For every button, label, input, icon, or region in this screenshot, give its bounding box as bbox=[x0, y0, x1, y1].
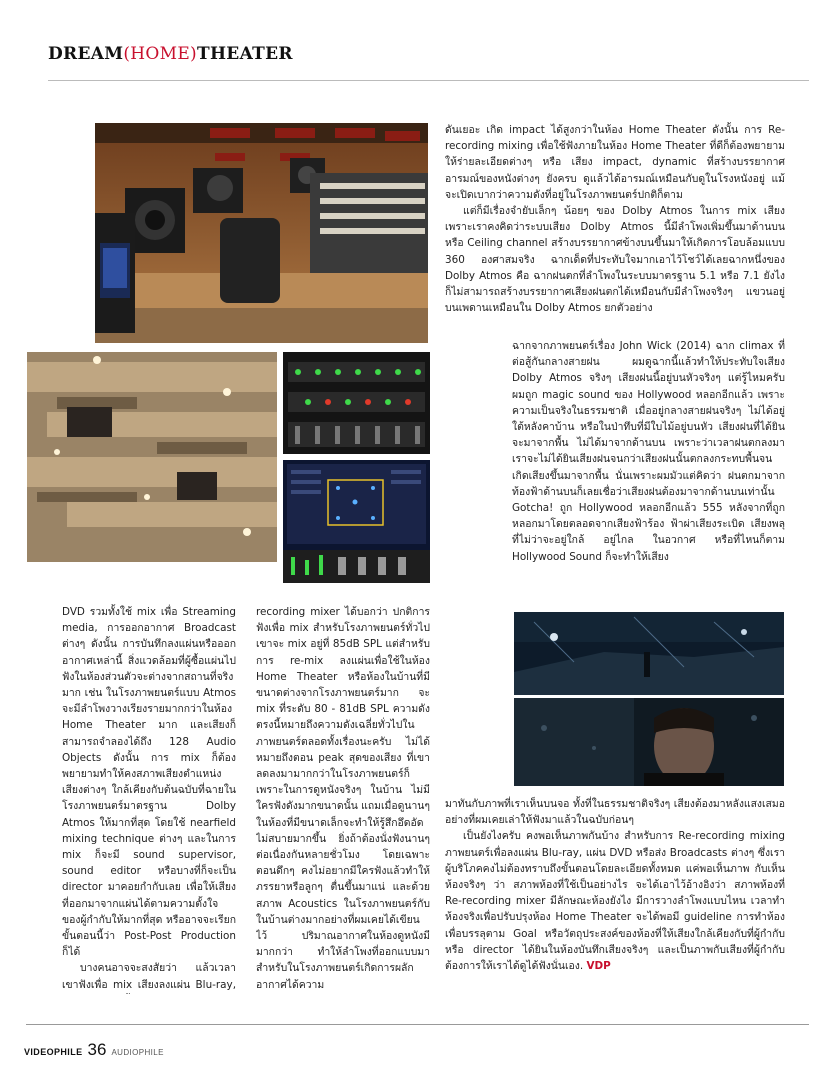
article-column-bottom-mid bbox=[256, 604, 430, 994]
paragraph: ดันเยอะ เกิด impact ได้สูงกว่าในห้อง Home Theater ดังนั้น การ Re-recording mixing เพื่อใช้ฟังภายในห้อง Home Theater ที่ดีก็ต้องพยายามให้ร่ายละเอียดต่างๆ หรือ เสียง impact, dynamic ที่สร้างบรรยากาศ อารมณ์ของหนังต่างๆ ยังครบ ดูแล้วได้อารมณ์เหมือนกับดูในโรงหนังอยู่ แม้จะเปิดเบากว่าความดังที่อยู่ในโรงภาพยนตร์ปกติก็ตาม bbox=[445, 124, 785, 201]
article-column-mid-right bbox=[512, 338, 785, 600]
paragraph-text: เป็นยังไงครับ คงพอเห็นภาพกันบ้าง สำหรับการ Re-recording mixing ภาพยนตร์เพื่อลงแผ่น Blu-ray, แผ่น DVD หรือส่ง Broadcasts ต่างๆ ซึ่งเราผู้บริโภคคงไม่ต้องทราบถึงขั้นตอนโดยละเอียดทั้งหมด แค่พอเห็นภาพ กับเห็นห้องจริงๆ ว่า สภาพห้องที่ใช้เป็นอย่างไร จะได้เอาไว้อ้างอิงว่า สภาพห้องที่ Re-recording mixer มีลักษณะห้องยังไง มีการวางลำโพงแบบไหน เวลาทำห้องจริงเพื่อปรับปรุงห้อง Home Theater จะได้พอมี guideline การทำห้องเพื่อบรรลุตาม Goal หรือวัตถุประสงค์ของห้องที่ให้เสียงใกล้เคียงกับที่ผู้กำกับ หรือ director ได้ยินในห้องบันทึกเสียงจริงๆ และเป็นภาพกับเสียงที่ผู้กำกับต้องการให้เราได้ดูได้ฟังนั่นเอง. bbox=[445, 830, 785, 973]
magazine-section-header bbox=[48, 44, 293, 64]
header-home: (HOME) bbox=[123, 44, 197, 64]
article-column-top-right bbox=[445, 122, 785, 336]
footer-divider bbox=[26, 1024, 809, 1025]
page-number: 36 bbox=[87, 1040, 107, 1059]
article-column-bottom-left bbox=[62, 604, 236, 994]
header-dream: DREAM bbox=[48, 44, 124, 64]
author-signature: VDP bbox=[586, 960, 611, 973]
photo-mixing-console bbox=[283, 352, 430, 454]
header-divider bbox=[48, 80, 809, 81]
photo-mixing-studio-speakers bbox=[95, 123, 428, 343]
paragraph: recording mixer ได้บอกว่า ปกติการฟังเพื่อ mix สำหรับโรงภาพยนตร์ทั่วไป เขาจะ mix อยู่ที่ 85dB SPL แต่สำหรับการ re-mix ลงแผ่นเพื่อใช้ในห้อง Home Theater หรือห้องในบ้านที่มีขนาดต่างจากโรงภาพยนตร์มาก จะ mix ที่ระดับ 80 - 81dB SPL ความดังตรงนี้หมายถึงความดังเฉลี่ยทั่วไปในภาพยนตร์ตลอดทั้งเรื่องนะครับ ไม่ได้หมายถึงตอน peak สุดของเสียง ที่เขาลดลงมามากกว่าในโรงภาพยนตร์ก็เพราะในการดูหนังจริงๆ ในบ้าน ไม่มีใครฟังดังมากขนาดนั้น แถมเมื่อดูนานๆ ในห้องที่มีขนาดเล็กจะทำให้รู้สึกอึดอัด ไม่สบายมากขึ้น ยิ่งถ้าต้องนั่งฟังนานๆ ต่อเนื่องกันหลายชั่วโมง โดยเฉพาะตอนดึกๆ คงไม่อยากมีใครฟังแล้วทำให้ภรรยาหรือลูกๆ ตื่นขึ้นมาแน่ และด้วยสภาพ Acoustics ในโรงภาพยนตร์กับในบ้านต่างมากอย่างที่ผมเคยได้เขียนไว้ ปริมาณอากาศในห้องดูหนังมีมากกว่า ทำให้ลำโพงที่ออกแบบมาสำหรับในโรงภาพยนตร์เกิดการผลักอากาศได้ความ bbox=[256, 606, 430, 991]
paragraph bbox=[445, 828, 785, 974]
article-column-bottom-right bbox=[445, 796, 785, 1000]
page-footer bbox=[24, 1040, 164, 1060]
paragraph: DVD รวมทั้งใช้ mix เพื่อ Streaming media, การออกอากาศ Broadcast ต่างๆ ดังนั้น การบันทึกลงแผ่นหรือออกอากาศเหล่านี้ สิ่งแวดล้อมที่ผู้ซื้อแผ่นไปฟังในห้องส่วนตัวจะต่างจากสถานที่จริงมาก เช่น ในโรงภาพยนตร์แบบ Atmos จะมีลำโพงวางเรียงรายมากกว่าในห้อง Home Theater มาก และเสียงก็สามารถจำลองได้ถึง 128 Audio Objects ดังนั้น การ mix ก็ต้องพยายามทำให้คงสภาพเสียงตำแหน่งเสียงต่างๆ ใกล้เคียงกับต้นฉบับที่ฉายในโรงภาพยนตร์มาตรฐาน Dolby Atmos ให้มากที่สุด โดยใช้ nearfield mixing technique ต่างๆ และในการ mix ก็จะมี sound supervisor, sound editor หรือบางที่ก็จะเป็น director มาคอยกำกับเลย เพื่อให้เสียงที่ออกมาจากแผ่นได้ตามความตั้งใจของผู้กำกับให้มากที่สุด หรืออาจจะเรียกขั้นตอนนี้ว่า Post-Post Production ก็ได้ bbox=[62, 606, 236, 959]
paragraph: บางคนอาจจะสงสัยว่า แล้วเวลาเขาฟังเพื่อ mix เสียงลงแผ่น Blu-ray, bbox=[62, 962, 236, 991]
footer-section: AUDIOPHILE bbox=[111, 1048, 164, 1057]
header-theater: THEATER bbox=[197, 44, 293, 64]
paragraph: ฉากจากภาพยนตร์เรื่อง John Wick (2014) ฉาก climax ที่ต่อสู้กันกลางสายฝน ผมดูฉากนี้แล้วทำให้ประทับใจเสียง Dolby Atmos จริงๆ เสียงฝนนี้อยู่บนหัวจริงๆ แต่รู้ไหมครับ ผมถูก magic sound ของ Hollywood หลอกอีกแล้ว เพราะความเป็นจริงในธรรมชาติ เมื่ออยู่กลางสายฝนจริงๆ ไม่ได้อยู่ใต้หลังคาบ้าน หรือในป่าทึบที่มีใบไม้อยู่บนหัว เสียงฝนที่ได้ยินจะมาจากพื้น ไม่ได้มาจากด้านบน เพราะว่าเวลาฝนตกลงมา เราจะไม่ได้ยินเสียงฝนจนกว่าเสียงฝนนั้นตกลงกระทบพื้นจนเกิดเสียงขึ้นมาจากพื้น นั่นเพราะผมมัวแต่คิดว่า ฝนตกมาจากท้องฟ้าด้านบนก็เลยเชื่อว่าเสียงฝนต้องมาจากด้านบนเท่านั้น Gotcha! ถูก Hollywood หลอกอีกแล้ว 555 หลังจากที่ถูกหลอกมาโดยตลอดจากเสียงฟ้าร้อง ฟ้าผ่าเสียงระเบิด เสียงพลุ ที่ไม่ว่าจะอยู่ใกล้ อยู่ไกล ในอวกาศ หรือที่ไหนก็ตาม Hollywood Sound ก็จะทำให้เสียง bbox=[512, 340, 785, 563]
footer-brand: VIDEOPHILE bbox=[24, 1047, 83, 1057]
photo-acoustic-ceiling bbox=[27, 352, 277, 562]
photo-atmos-panner-screen bbox=[283, 460, 430, 583]
photo-john-wick-rain-scene bbox=[514, 612, 784, 695]
paragraph: แต่ก็มีเรื่องจำยับเล็กๆ น้อยๆ ของ Dolby Atmos ในการ mix เสียง เพราะเราคงคิดว่าระบบเสียง Dolby Atmos นี้มีลำโพงเพิ่มขึ้นมาด้านบน หรือ Ceiling channel สร้างบรรยากาศข้างบนขึ้นมาให้เกิดการโอบล้อมแบบ 360 องศาสมจริง ฉากเด็ดที่ประทับใจมากเอาไว้โชว์ได้เลยฉากหนึ่งของ Dolby Atmos คือ ฉากฝนตกที่ลำโพงในระบบมาตรฐาน 5.1 หรือ 7.1 ยังไงก็ไม่สามารถสร้างบรรยากาศเสียงฝนตกได้เหมือนกับมีลำโพงจริงๆ แขวนอยู่บนเพดานเหมือนใน Dolby Atmos ยกตัวอย่าง bbox=[445, 205, 785, 315]
photo-john-wick-closeup bbox=[514, 698, 784, 786]
paragraph: มาทันกับภาพที่เราเห็นบนจอ ทั้งที่ในธรรมชาติจริงๆ เสียงต้องมาหลังแสงเสมอ อย่างที่ผมเคยเล่าให้ฟังมาแล้วในฉบับก่อนๆ bbox=[445, 798, 785, 827]
